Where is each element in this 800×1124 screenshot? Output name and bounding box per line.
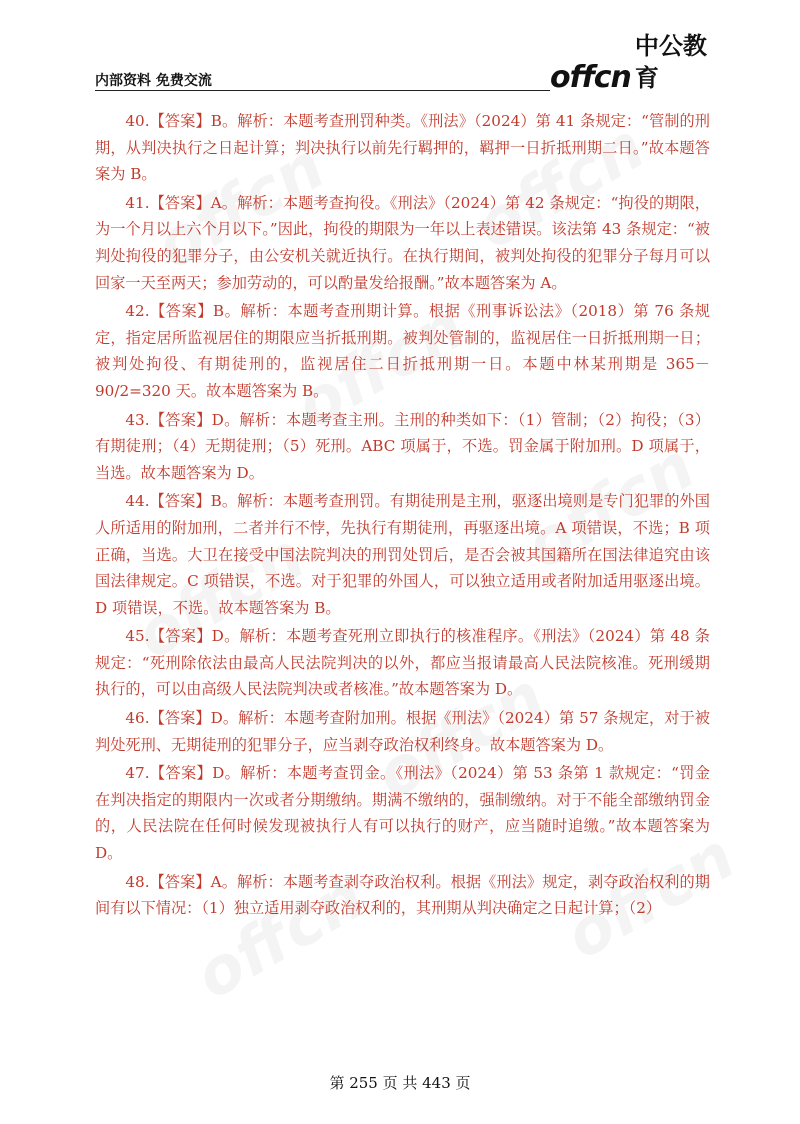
page-header <box>95 32 710 95</box>
answer-explanations <box>95 108 710 924</box>
logo-latin: offcn <box>550 60 631 95</box>
answer-paragraph-45: 45.【答案】D。解析：本题考查死刑立即执行的核准程序。《刑法》（2024）第 48 条规定：“死刑除依法由最高人民法院判决的以外，都应当报请最高人民法院核准。死刑缓期执行的，可以由高级人民法院判决或者核准。”故本题答案为 D。 <box>95 627 710 699</box>
answer-paragraph-41: 41.【答案】A。解析：本题考查拘役。《刑法》（2024）第 42 条规定：“拘役的期限，为一个月以上六个月以下。”因此，拘役的期限为一年以上表述错误。该法第 43 条规定：“被判处拘役的犯罪分子，由公安机关就近执行。在执行期间，被判处拘役的犯罪分子每月可以回家一天至两天；参加劳动的，可以酌量发给报酬。”故本题答案为 A。 <box>95 193 710 292</box>
header-label: 内部资料 免费交流 <box>95 73 212 89</box>
answer-paragraph-43: 43.【答案】D。解析：本题考查主刑。主刑的种类如下：（1）管制；（2）拘役；（3）有期徒刑；（4）无期徒刑；（5）死刑。ABC 项属于，不选。罚金属于附加刑。D 项属于，当选。故本题答案为 D。 <box>95 410 710 482</box>
page-number: 第 255 页 共 443 页 <box>329 1074 471 1092</box>
logo-chinese: 中公教育 <box>634 32 707 92</box>
answer-paragraph-42: 42.【答案】B。解析：本题考查刑期计算。根据《刑事诉讼法》（2018）第 76 条规定，指定居所监视居住的期限应当折抵刑期。被判处管制的，监视居住一日折抵刑期一日；被判处拘役、有期徒刑的，监视居住二日折抵刑期一日。本题中林某刑期是 365－90/2=320 天。故本题答案为 B。 <box>95 302 710 400</box>
answer-paragraph-40: 40.【答案】B。解析：本题考查刑罚种类。《刑法》（2024）第 41 条规定：“管制的刑期，从判决执行之日起计算；判决执行以前先行羁押的，羁押一日折抵刑期二日。”故本题答案为 B。 <box>95 112 710 184</box>
header-rule <box>95 90 550 91</box>
answer-paragraph-47: 47.【答案】D。解析：本题考查罚金。《刑法》（2024）第 53 条第 1 款规定：“罚金在判决指定的期限内一次或者分期缴纳。期满不缴纳的，强制缴纳。对于不能全部缴纳罚金的，人民法院在任何时候发现被执行人有可以执行的财产，应当随时追缴。”故本题答案为 D。 <box>95 764 710 863</box>
offcn-logo <box>550 32 710 95</box>
answer-paragraph-44: 44.【答案】B。解析：本题考查刑罚。有期徒刑是主刑，驱逐出境则是专门犯罪的外国人所适用的附加刑，二者并行不悖，先执行有期徒刑，再驱逐出境。A 项错误，不选；B 项正确，当选。大卫在接受中国法院判决的刑罚处罚后，是否会被其国籍所在国法律追究由该国法律规定。C 项错误，不选。对于犯罪的外国人，可以独立适用或者附加适用驱逐出境。D 项错误，不选。故本题答案为 B。 <box>95 492 710 617</box>
answer-paragraph-46: 46.【答案】D。解析：本题考查附加刑。根据《刑法》（2024）第 57 条规定，对于被判处死刑、无期徒刑的犯罪分子，应当剥夺政治权利终身。故本题答案为 D。 <box>95 709 710 754</box>
answer-paragraph-48: 48.【答案】A。解析：本题考查剥夺政治权利。根据《刑法》规定，剥夺政治权利的期间有以下情况：（1）独立适用剥夺政治权利的，其刑期从判决确定之日起计算；（2） <box>95 872 710 918</box>
